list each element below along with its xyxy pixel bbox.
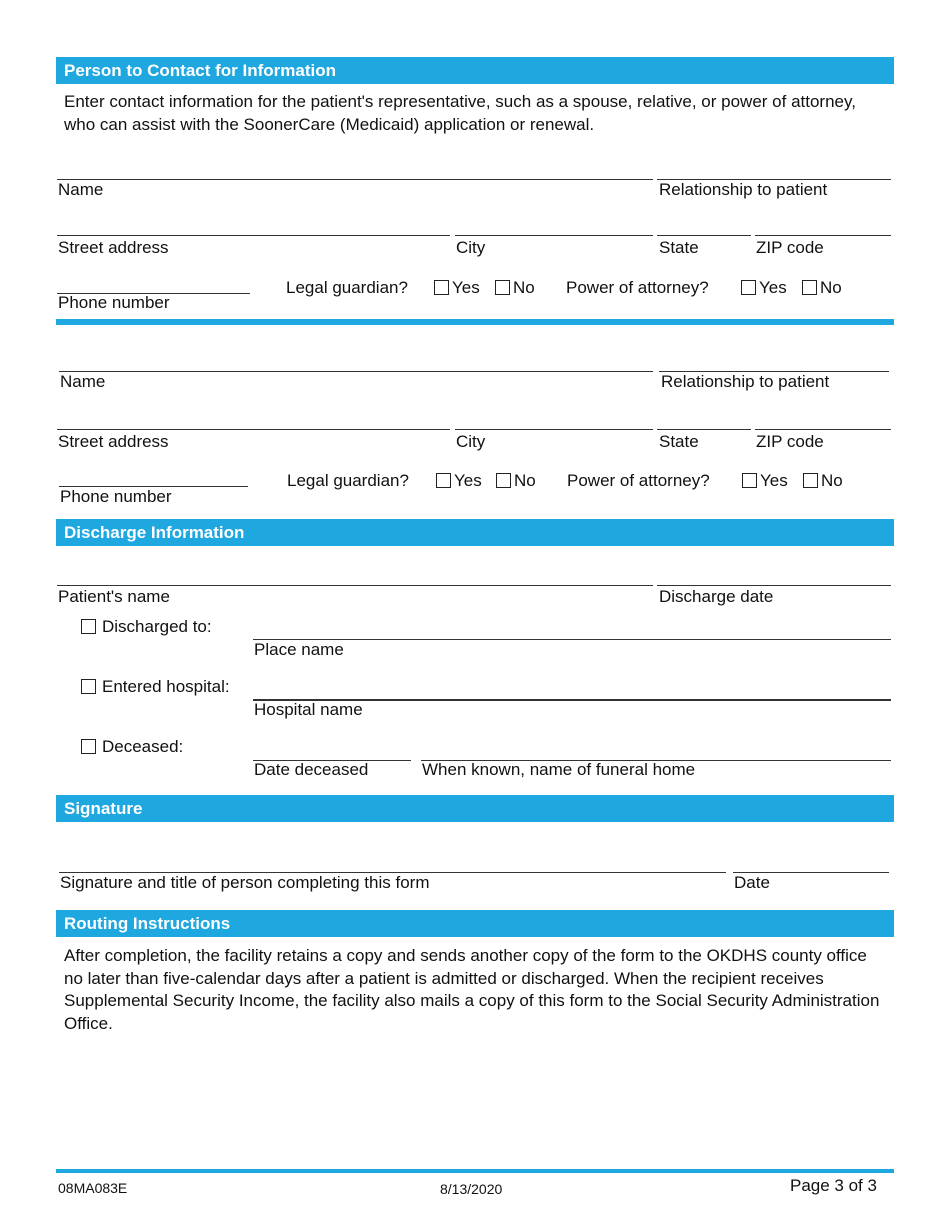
contact2-poa-no[interactable]	[803, 471, 843, 491]
contact1-zip-label: ZIP code	[756, 238, 824, 257]
contact1-poa-no[interactable]	[802, 278, 842, 298]
yes-text: Yes	[452, 278, 480, 297]
contact2-poa-label: Power of attorney?	[567, 471, 710, 490]
entered-hospital-text: Entered hospital:	[102, 677, 230, 696]
contact1-state-label: State	[659, 238, 699, 257]
signature-section-header: Signature	[56, 795, 894, 822]
no-text: No	[514, 471, 536, 490]
contact2-guardian-no[interactable]	[496, 471, 536, 491]
contact2-guardian-label: Legal guardian?	[287, 471, 409, 490]
contact2-name-label: Name	[60, 372, 106, 391]
contact2-guardian-yes[interactable]	[436, 471, 482, 491]
checkbox-icon[interactable]	[436, 473, 451, 488]
footer-date: 8/13/2020	[440, 1181, 503, 1197]
form-number: 08MA083E	[58, 1180, 128, 1196]
discharged-to-option[interactable]	[81, 617, 212, 637]
no-text: No	[821, 471, 843, 490]
contact2-poa-yes[interactable]	[742, 471, 788, 491]
routing-text: After completion, the facility retains a copy and sends another copy of the form to the OKDHS county office no later than five-calendar days after a patient is admitted or discharged. When the recipient receives Supplemental Security Income, the facility also mails a copy of this form to the Social Security Administration Office.	[64, 946, 880, 1033]
deceased-text: Deceased:	[102, 737, 184, 756]
contact1-guardian-label: Legal guardian?	[286, 278, 408, 297]
contact1-relationship-label: Relationship to patient	[659, 180, 828, 199]
routing-section-header: Routing Instructions	[56, 910, 894, 937]
patient-name-field[interactable]	[57, 585, 653, 586]
contact1-street-label: Street address	[58, 238, 169, 257]
contact2-zip-label: ZIP code	[756, 432, 824, 451]
signature-label: Signature and title of person completing this form	[60, 873, 430, 892]
contact2-state-field[interactable]	[657, 429, 751, 430]
no-text: No	[513, 278, 535, 297]
contact2-relationship-label: Relationship to patient	[661, 372, 830, 391]
checkbox-icon[interactable]	[802, 280, 817, 295]
checkbox-icon[interactable]	[81, 739, 96, 754]
contact-divider	[56, 319, 894, 325]
contact2-city-field[interactable]	[455, 429, 653, 430]
checkbox-icon[interactable]	[496, 473, 511, 488]
checkbox-icon[interactable]	[434, 280, 449, 295]
contact1-street-field[interactable]	[57, 235, 450, 236]
checkbox-icon[interactable]	[803, 473, 818, 488]
discharge-date-field[interactable]	[657, 585, 891, 586]
checkbox-icon[interactable]	[495, 280, 510, 295]
contact2-street-label: Street address	[58, 432, 169, 451]
yes-text: Yes	[759, 278, 787, 297]
contact2-state-label: State	[659, 432, 699, 451]
discharge-date-label: Discharge date	[659, 587, 774, 606]
contact1-guardian-no[interactable]	[495, 278, 535, 298]
funeral-home-label: When known, name of funeral home	[422, 760, 696, 779]
contact2-name-field[interactable]	[59, 371, 653, 372]
patient-name-label: Patient's name	[58, 587, 170, 606]
date-deceased-label: Date deceased	[254, 760, 369, 779]
contact1-phone-label: Phone number	[58, 293, 170, 312]
entered-hospital-option[interactable]	[81, 677, 230, 697]
contact1-city-field[interactable]	[455, 235, 653, 236]
no-text: No	[820, 278, 842, 297]
contact1-poa-label: Power of attorney?	[566, 278, 709, 297]
contact1-guardian-yes[interactable]	[434, 278, 480, 298]
signature-date-label: Date	[734, 873, 770, 892]
yes-text: Yes	[760, 471, 788, 490]
place-name-label: Place name	[254, 640, 344, 659]
footer-divider	[56, 1169, 894, 1173]
yes-text: Yes	[454, 471, 482, 490]
discharge-section-header: Discharge Information	[56, 519, 894, 546]
contact1-city-label: City	[456, 238, 486, 257]
deceased-option[interactable]	[81, 737, 183, 757]
contact2-zip-field[interactable]	[755, 429, 891, 430]
hospital-name-label: Hospital name	[254, 700, 363, 719]
contact-intro: Enter contact information for the patient's representative, such as a spouse, relative, or power of attorney, who can assist with the SoonerCare (Medicaid) application or renewal.	[64, 92, 856, 134]
contact1-zip-field[interactable]	[755, 235, 891, 236]
place-name-field[interactable]	[253, 639, 891, 640]
contact1-poa-yes[interactable]	[741, 278, 787, 298]
discharged-to-text: Discharged to:	[102, 617, 212, 636]
contact1-state-field[interactable]	[657, 235, 751, 236]
contact2-phone-label: Phone number	[60, 487, 172, 506]
contact2-city-label: City	[456, 432, 486, 451]
checkbox-icon[interactable]	[742, 473, 757, 488]
page-number: Page 3 of 3	[790, 1176, 877, 1195]
contact-section-header: Person to Contact for Information	[56, 57, 894, 84]
contact1-name-field[interactable]	[57, 179, 653, 180]
checkbox-icon[interactable]	[81, 679, 96, 694]
contact2-street-field[interactable]	[57, 429, 450, 430]
checkbox-icon[interactable]	[741, 280, 756, 295]
contact1-name-label: Name	[58, 180, 104, 199]
checkbox-icon[interactable]	[81, 619, 96, 634]
